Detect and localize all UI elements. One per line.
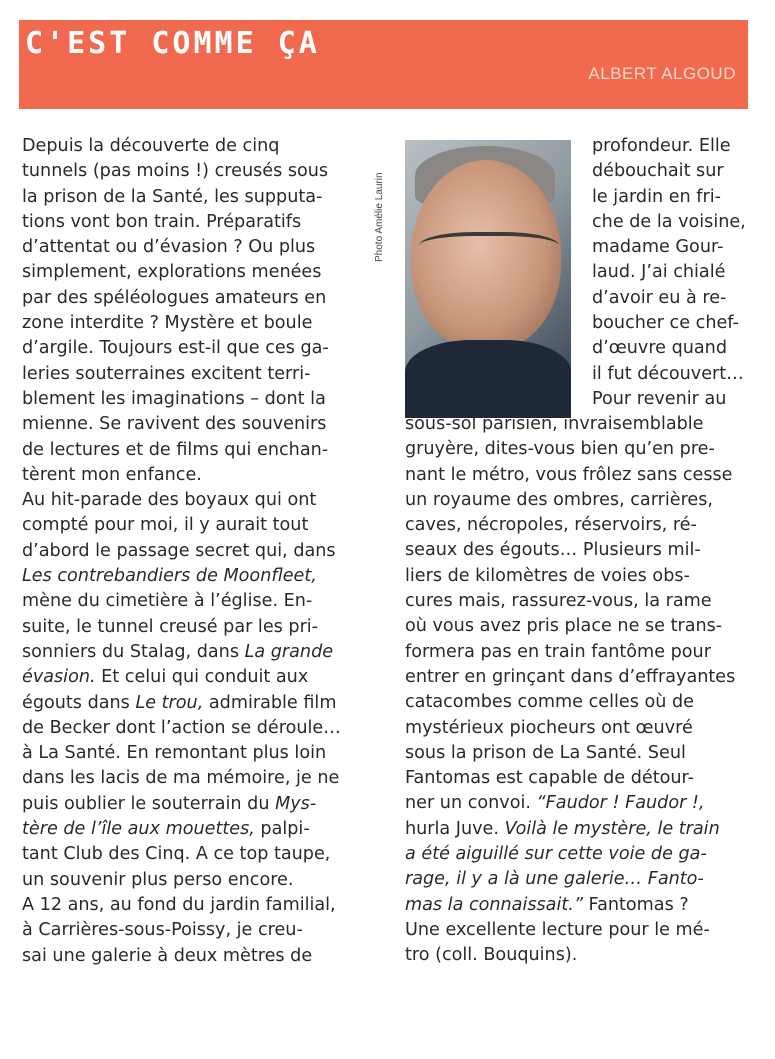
text-line: caves, nécropoles, réservoirs, ré- <box>405 515 697 536</box>
text-line: zone interdite ? Mystère et boule <box>22 313 313 334</box>
text-line: mienne. Se ravivent des souvenirs <box>22 414 327 435</box>
text-line: puis oublier le souterrain du Mys- <box>22 793 317 814</box>
text-line: gruyère, dites-vous bien qu’en pre- <box>405 439 715 460</box>
text-line: suite, le tunnel creusé par les pri- <box>22 616 319 637</box>
text-line: che de la voisine, <box>592 211 746 232</box>
text-line: hurla Juve. Voilà le mystère, le train <box>405 818 720 839</box>
text-line: où vous avez pris place ne se trans- <box>405 616 723 637</box>
author-photo <box>405 140 571 418</box>
text-line: tère de l’île aux mouettes, palpi- <box>22 819 310 840</box>
text-line: dans les lacis de ma mémoire, je ne <box>22 768 340 789</box>
text-line: leries souterraines excitent terri- <box>22 363 311 384</box>
text-line: cures mais, rassurez-vous, la rame <box>405 591 712 612</box>
text-line: tunnels (pas moins !) creusés sous <box>22 161 329 182</box>
text-line: profondeur. Elle <box>592 136 731 156</box>
text-line: de lectures et de films qui enchan- <box>22 439 329 460</box>
text-line: ner un convoi. “Faudor ! Faudor !, <box>405 793 705 814</box>
text-line: seaux des égouts… Plusieurs mil- <box>405 540 701 561</box>
text-line: liers de kilomètres de voies obs- <box>405 565 690 586</box>
text-line: il fut découvert… <box>592 363 744 384</box>
text-line: par des spéléologues amateurs en <box>22 287 327 308</box>
photo-glasses <box>419 232 559 266</box>
text-line: madame Gour- <box>592 237 724 258</box>
column-title: C'EST COMME ÇA <box>25 26 320 61</box>
text-line: la prison de la Santé, les supputa- <box>22 186 323 207</box>
text-line: sous la prison de La Santé. Seul <box>405 742 686 763</box>
text-line: à Carrières-sous-Poissy, je creu- <box>22 920 303 941</box>
text-line: évasion. Et celui qui conduit aux <box>22 667 309 688</box>
text-line: rage, il y a là une galerie… Fanto- <box>405 869 704 890</box>
text-line: simplement, explorations menées <box>22 262 322 283</box>
photo-coat <box>405 340 571 418</box>
text-line: égouts dans Le trou, admirable film <box>22 692 337 713</box>
text-line: un souvenir plus perso encore. <box>22 869 294 890</box>
text-line: Une excellente lecture pour le mé- <box>405 919 710 940</box>
author-name: ALBERT ALGOUD <box>588 64 736 83</box>
text-line: d’abord le passage secret qui, dans <box>22 540 336 561</box>
text-line: laud. J’ai chialé <box>592 262 726 283</box>
text-line: d’argile. Toujours est-il que ces ga- <box>22 338 329 359</box>
photo-credit: Photo Amélie Laurin <box>374 172 385 262</box>
text-line: le jardin en fri- <box>592 186 721 207</box>
text-line: mas la connaissait.” Fantomas ? <box>405 894 689 915</box>
text-line: catacombes comme celles où de <box>405 692 694 713</box>
text-line: Les contrebandiers de Moonfleet, <box>22 566 317 587</box>
text-line: A 12 ans, au fond du jardin familial, <box>22 894 336 915</box>
column-header-banner <box>19 20 748 109</box>
text-line: blement les imaginations – dont la <box>22 388 326 409</box>
text-line: un royaume des ombres, carrières, <box>405 489 714 510</box>
text-line: de Becker dont l’action se déroule… <box>22 717 341 738</box>
text-line: boucher ce chef- <box>592 313 739 334</box>
text-line: d’attentat ou d’évasion ? Ou plus <box>22 237 316 258</box>
text-line: Pour revenir au <box>592 388 727 409</box>
text-line: d’avoir eu à re- <box>592 287 727 308</box>
text-line: Depuis la découverte de cinq <box>22 136 280 156</box>
right-text-column <box>405 412 760 969</box>
right-narrow-text-column <box>592 134 760 412</box>
text-line: tèrent mon enfance. <box>22 464 202 485</box>
text-line: tions vont bon train. Préparatifs <box>22 211 302 232</box>
text-line: compté pour moi, il y aurait tout <box>22 515 309 536</box>
text-line: Fantomas est capable de détour- <box>405 768 694 789</box>
text-line: à La Santé. En remontant plus loin <box>22 743 327 764</box>
left-text-column <box>22 134 372 969</box>
text-line: sai une galerie à deux mètres de <box>22 945 313 966</box>
text-line: formera pas en train fantôme pour <box>405 641 711 662</box>
text-line: d’œuvre quand <box>592 338 728 359</box>
text-line: débouchait sur <box>592 161 724 182</box>
text-line: entrer en grinçant dans d’effrayantes <box>405 666 736 687</box>
text-line: a été aiguillé sur cette voie de ga- <box>405 844 707 865</box>
text-line: mène du cimetière à l’église. En- <box>22 591 313 612</box>
text-line: sonniers du Stalag, dans La grande <box>22 641 334 662</box>
text-line: mystérieux piocheurs ont œuvré <box>405 717 693 738</box>
text-line: tro (coll. Bouquins). <box>405 945 578 966</box>
text-line: tant Club des Cinq. A ce top taupe, <box>22 844 331 865</box>
text-line: sous-sol parisien, invraisemblable <box>405 414 704 434</box>
text-line: Au hit-parade des boyaux qui ont <box>22 490 317 511</box>
text-line: nant le métro, vous frôlez sans cesse <box>405 464 733 485</box>
